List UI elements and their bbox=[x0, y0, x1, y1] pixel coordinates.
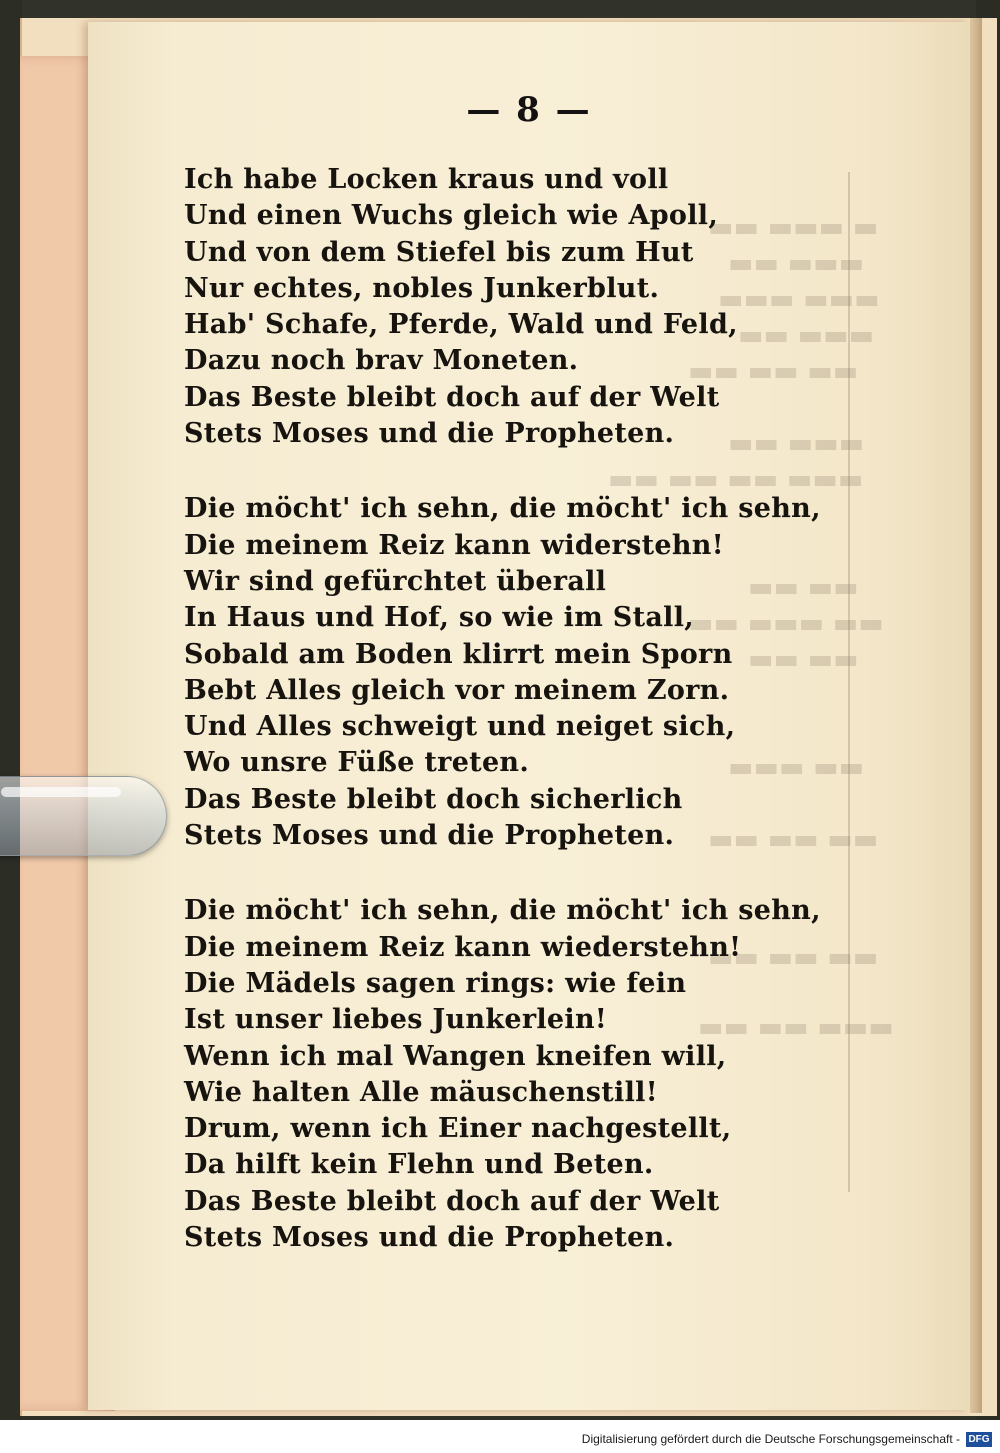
show-through-line: ▬▬ ▬▬ ▬▬ bbox=[688, 356, 859, 387]
page-stack-edge bbox=[970, 18, 982, 1413]
verse-line: Das Beste bleibt doch auf der Welt bbox=[184, 381, 720, 413]
glass-page-weight bbox=[0, 776, 167, 856]
verse-line: Dazu noch brav Moneten. bbox=[184, 345, 579, 377]
verse-line: Die möcht' ich sehn, die möcht' ich sehn, bbox=[184, 493, 821, 525]
verse-line: Und Alles schweigt und neiget sich, bbox=[184, 711, 736, 743]
verse-line: Und von dem Stiefel bis zum Hut bbox=[184, 236, 694, 268]
show-through-line: ▬▬ ▬▬ bbox=[748, 572, 859, 603]
verse-line: Die Mädels sagen rings: wie fein bbox=[184, 967, 687, 999]
verse-line: Stets Moses und die Propheten. bbox=[184, 820, 675, 852]
show-through-line: ▬▬▬ ▬▬ ▬▬ bbox=[698, 1012, 894, 1043]
verse-line: Ist unser liebes Junkerlein! bbox=[184, 1004, 608, 1036]
verse-line: Drum, wenn ich Einer nachgestellt, bbox=[184, 1113, 732, 1145]
stanza-2 bbox=[184, 491, 844, 854]
stanza-1 bbox=[184, 162, 844, 452]
verse-line: Das Beste bleibt doch auf der Welt bbox=[184, 1185, 720, 1217]
page-number: — 8 — bbox=[466, 90, 592, 130]
show-through-line: ▬▬ ▬▬ bbox=[748, 644, 859, 675]
verse-line: Die möcht' ich sehn, die möcht' ich sehn, bbox=[184, 895, 821, 927]
stanza-gap bbox=[184, 452, 844, 491]
verse-line: Da hilft kein Flehn und Beten. bbox=[184, 1149, 654, 1181]
footer-bar bbox=[0, 1420, 1000, 1453]
verse-line: Und einen Wuchs gleich wie Apoll, bbox=[184, 200, 719, 232]
verse-line: Bebt Alles gleich vor meinem Zorn. bbox=[184, 674, 730, 706]
verse-line: Die meinem Reiz kann widerstehn! bbox=[184, 529, 724, 561]
show-through-line: ▬▬ ▬▬ ▬▬ bbox=[708, 824, 879, 855]
stanza-3 bbox=[184, 893, 844, 1256]
verse-line: Ich habe Locken kraus und voll bbox=[184, 164, 669, 195]
show-through-line: ▬▬ ▬▬▬ ▬▬ bbox=[688, 608, 884, 639]
show-through-line: ▬ ▬▬▬ ▬▬ bbox=[708, 212, 879, 243]
scan-background-left bbox=[0, 0, 22, 1420]
show-through-line: ▬▬▬ ▬▬▬ bbox=[718, 284, 880, 315]
funding-credit: Digitalisierung gefördert durch die Deutsche Forschungsgemeinschaft - bbox=[581, 1432, 960, 1446]
show-through-line: ▬▬▬ ▬▬ bbox=[738, 320, 875, 351]
verse-line: Stets Moses und die Propheten. bbox=[184, 418, 675, 450]
verse-line: Wie halten Alle mäuschenstill! bbox=[184, 1076, 658, 1108]
verse-line: Das Beste bleibt doch sicherlich bbox=[184, 783, 683, 815]
show-through-rule bbox=[848, 172, 850, 1192]
show-through-line: ▬▬▬ ▬▬ ▬▬ ▬▬ bbox=[608, 464, 864, 495]
verse-line: Nur echtes, nobles Junkerblut. bbox=[184, 272, 660, 304]
verse-line: Stets Moses und die Propheten. bbox=[184, 1222, 675, 1254]
verse-line: Wenn ich mal Wangen kneifen will, bbox=[184, 1040, 727, 1072]
show-through-line: ▬▬ ▬▬ ▬▬ bbox=[708, 942, 879, 973]
show-through-line: ▬▬▬ ▬▬ bbox=[728, 428, 865, 459]
dfg-logo-icon: DFG bbox=[966, 1432, 992, 1447]
verse-line: In Haus und Hof, so wie im Stall, bbox=[184, 602, 694, 634]
verse-line: Wo unsre Füße treten. bbox=[184, 747, 530, 779]
poem bbox=[184, 162, 844, 1256]
verse-line: Die meinem Reiz kann wiederstehn! bbox=[184, 931, 742, 963]
verse-line: Wir sind gefürchtet überall bbox=[184, 565, 607, 597]
show-through-line: ▬▬ ▬▬▬ bbox=[728, 752, 865, 783]
book-page bbox=[88, 22, 970, 1410]
verse-line: Hab' Schafe, Pferde, Wald und Feld, bbox=[184, 309, 738, 341]
show-through-line: ▬▬▬ ▬▬ bbox=[728, 248, 865, 279]
glass-highlight bbox=[1, 787, 121, 797]
stanza-gap bbox=[184, 854, 844, 893]
verse-line: Sobald am Boden klirrt mein Sporn bbox=[184, 638, 733, 670]
